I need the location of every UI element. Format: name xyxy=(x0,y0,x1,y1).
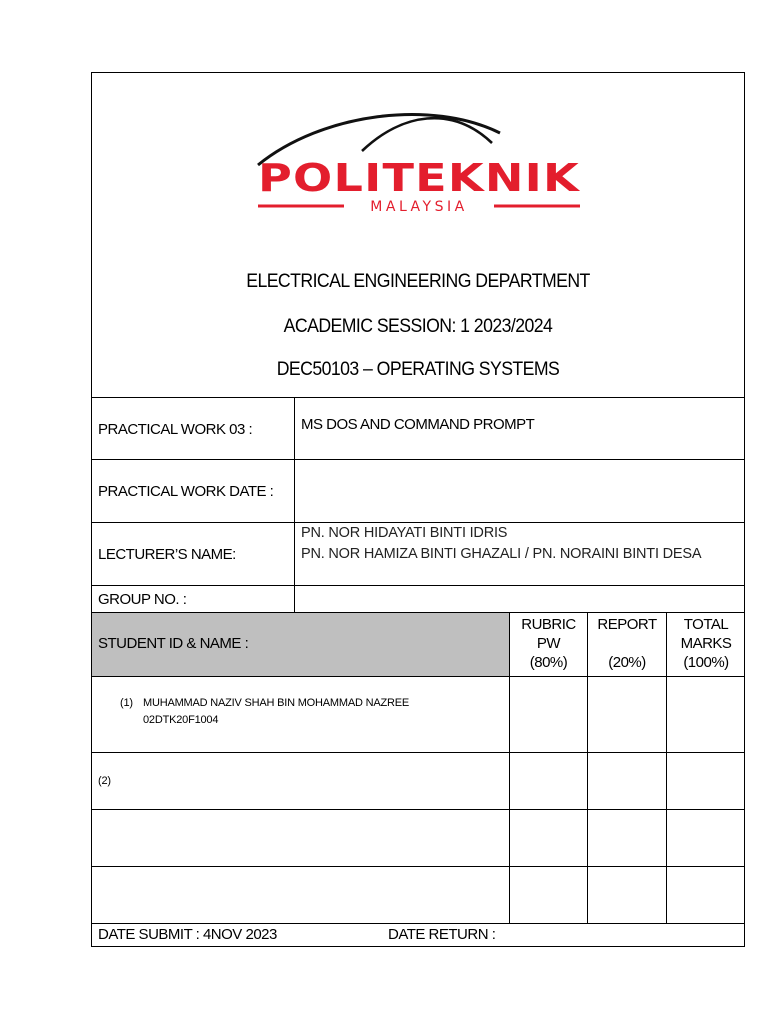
divider xyxy=(92,459,744,460)
table-col-divider xyxy=(509,612,510,923)
table-col-divider xyxy=(666,612,667,923)
logo-wordmark: POLITEKNIK xyxy=(258,156,581,200)
practical-work-label: PRACTICAL WORK 03 : xyxy=(98,421,253,438)
form-separator xyxy=(294,397,295,612)
table-divider xyxy=(92,752,744,753)
practical-work-title: MS DOS AND COMMAND PROMPT xyxy=(301,416,535,433)
report-header-line: (20%) xyxy=(608,654,646,671)
table-divider xyxy=(92,809,744,810)
divider xyxy=(92,585,744,586)
rubric-header-line: RUBRIC xyxy=(521,616,576,633)
lecturer-name-1: PN. NOR HIDAYATI BINTI IDRIS xyxy=(301,525,508,541)
student-1-name: MUHAMMAD NAZIV SHAH BIN MOHAMMAD NAZREE xyxy=(143,697,409,709)
student-1-id: 02DTK20F1004 xyxy=(143,714,219,726)
cover-sheet xyxy=(91,72,745,947)
table-divider xyxy=(92,923,744,924)
department-heading: ELECTRICAL ENGINEERING DEPARTMENT xyxy=(246,271,590,292)
table-col-divider xyxy=(587,612,588,923)
logo-subtitle: MALAYSIA xyxy=(370,199,468,215)
practical-work-date-label: PRACTICAL WORK DATE : xyxy=(98,483,274,500)
politeknik-malaysia-logo xyxy=(252,103,587,215)
rubric-pw-header xyxy=(510,615,587,672)
group-no-label: GROUP NO. : xyxy=(98,591,187,608)
report-header-line: REPORT xyxy=(597,616,657,633)
total-header-line: (100%) xyxy=(683,654,729,671)
table-divider xyxy=(92,676,744,677)
total-header-line: TOTAL xyxy=(683,616,729,633)
divider xyxy=(92,397,744,398)
student-2-number: (2) xyxy=(98,775,111,787)
date-return: DATE RETURN : xyxy=(388,926,496,943)
report-header xyxy=(588,615,666,672)
total-marks-header xyxy=(667,615,745,672)
date-submit: DATE SUBMIT : 4NOV 2023 xyxy=(98,926,277,943)
table-divider xyxy=(92,866,744,867)
course-heading: DEC50103 – OPERATING SYSTEMS xyxy=(276,359,560,380)
session-heading: ACADEMIC SESSION: 1 2023/2024 xyxy=(283,316,553,337)
lecturer-label: LECTURER’S NAME: xyxy=(98,546,236,563)
student-id-name-header: STUDENT ID & NAME : xyxy=(98,635,249,652)
student-1-number: (1) xyxy=(120,697,133,709)
rubric-header-line: PW xyxy=(536,635,561,652)
lecturer-name-2: PN. NOR HAMIZA BINTI GHAZALI / PN. NORAINI BINTI DESA xyxy=(301,546,702,562)
total-header-line: MARKS xyxy=(680,635,732,652)
divider xyxy=(92,522,744,523)
rubric-header-line: (80%) xyxy=(529,654,568,671)
